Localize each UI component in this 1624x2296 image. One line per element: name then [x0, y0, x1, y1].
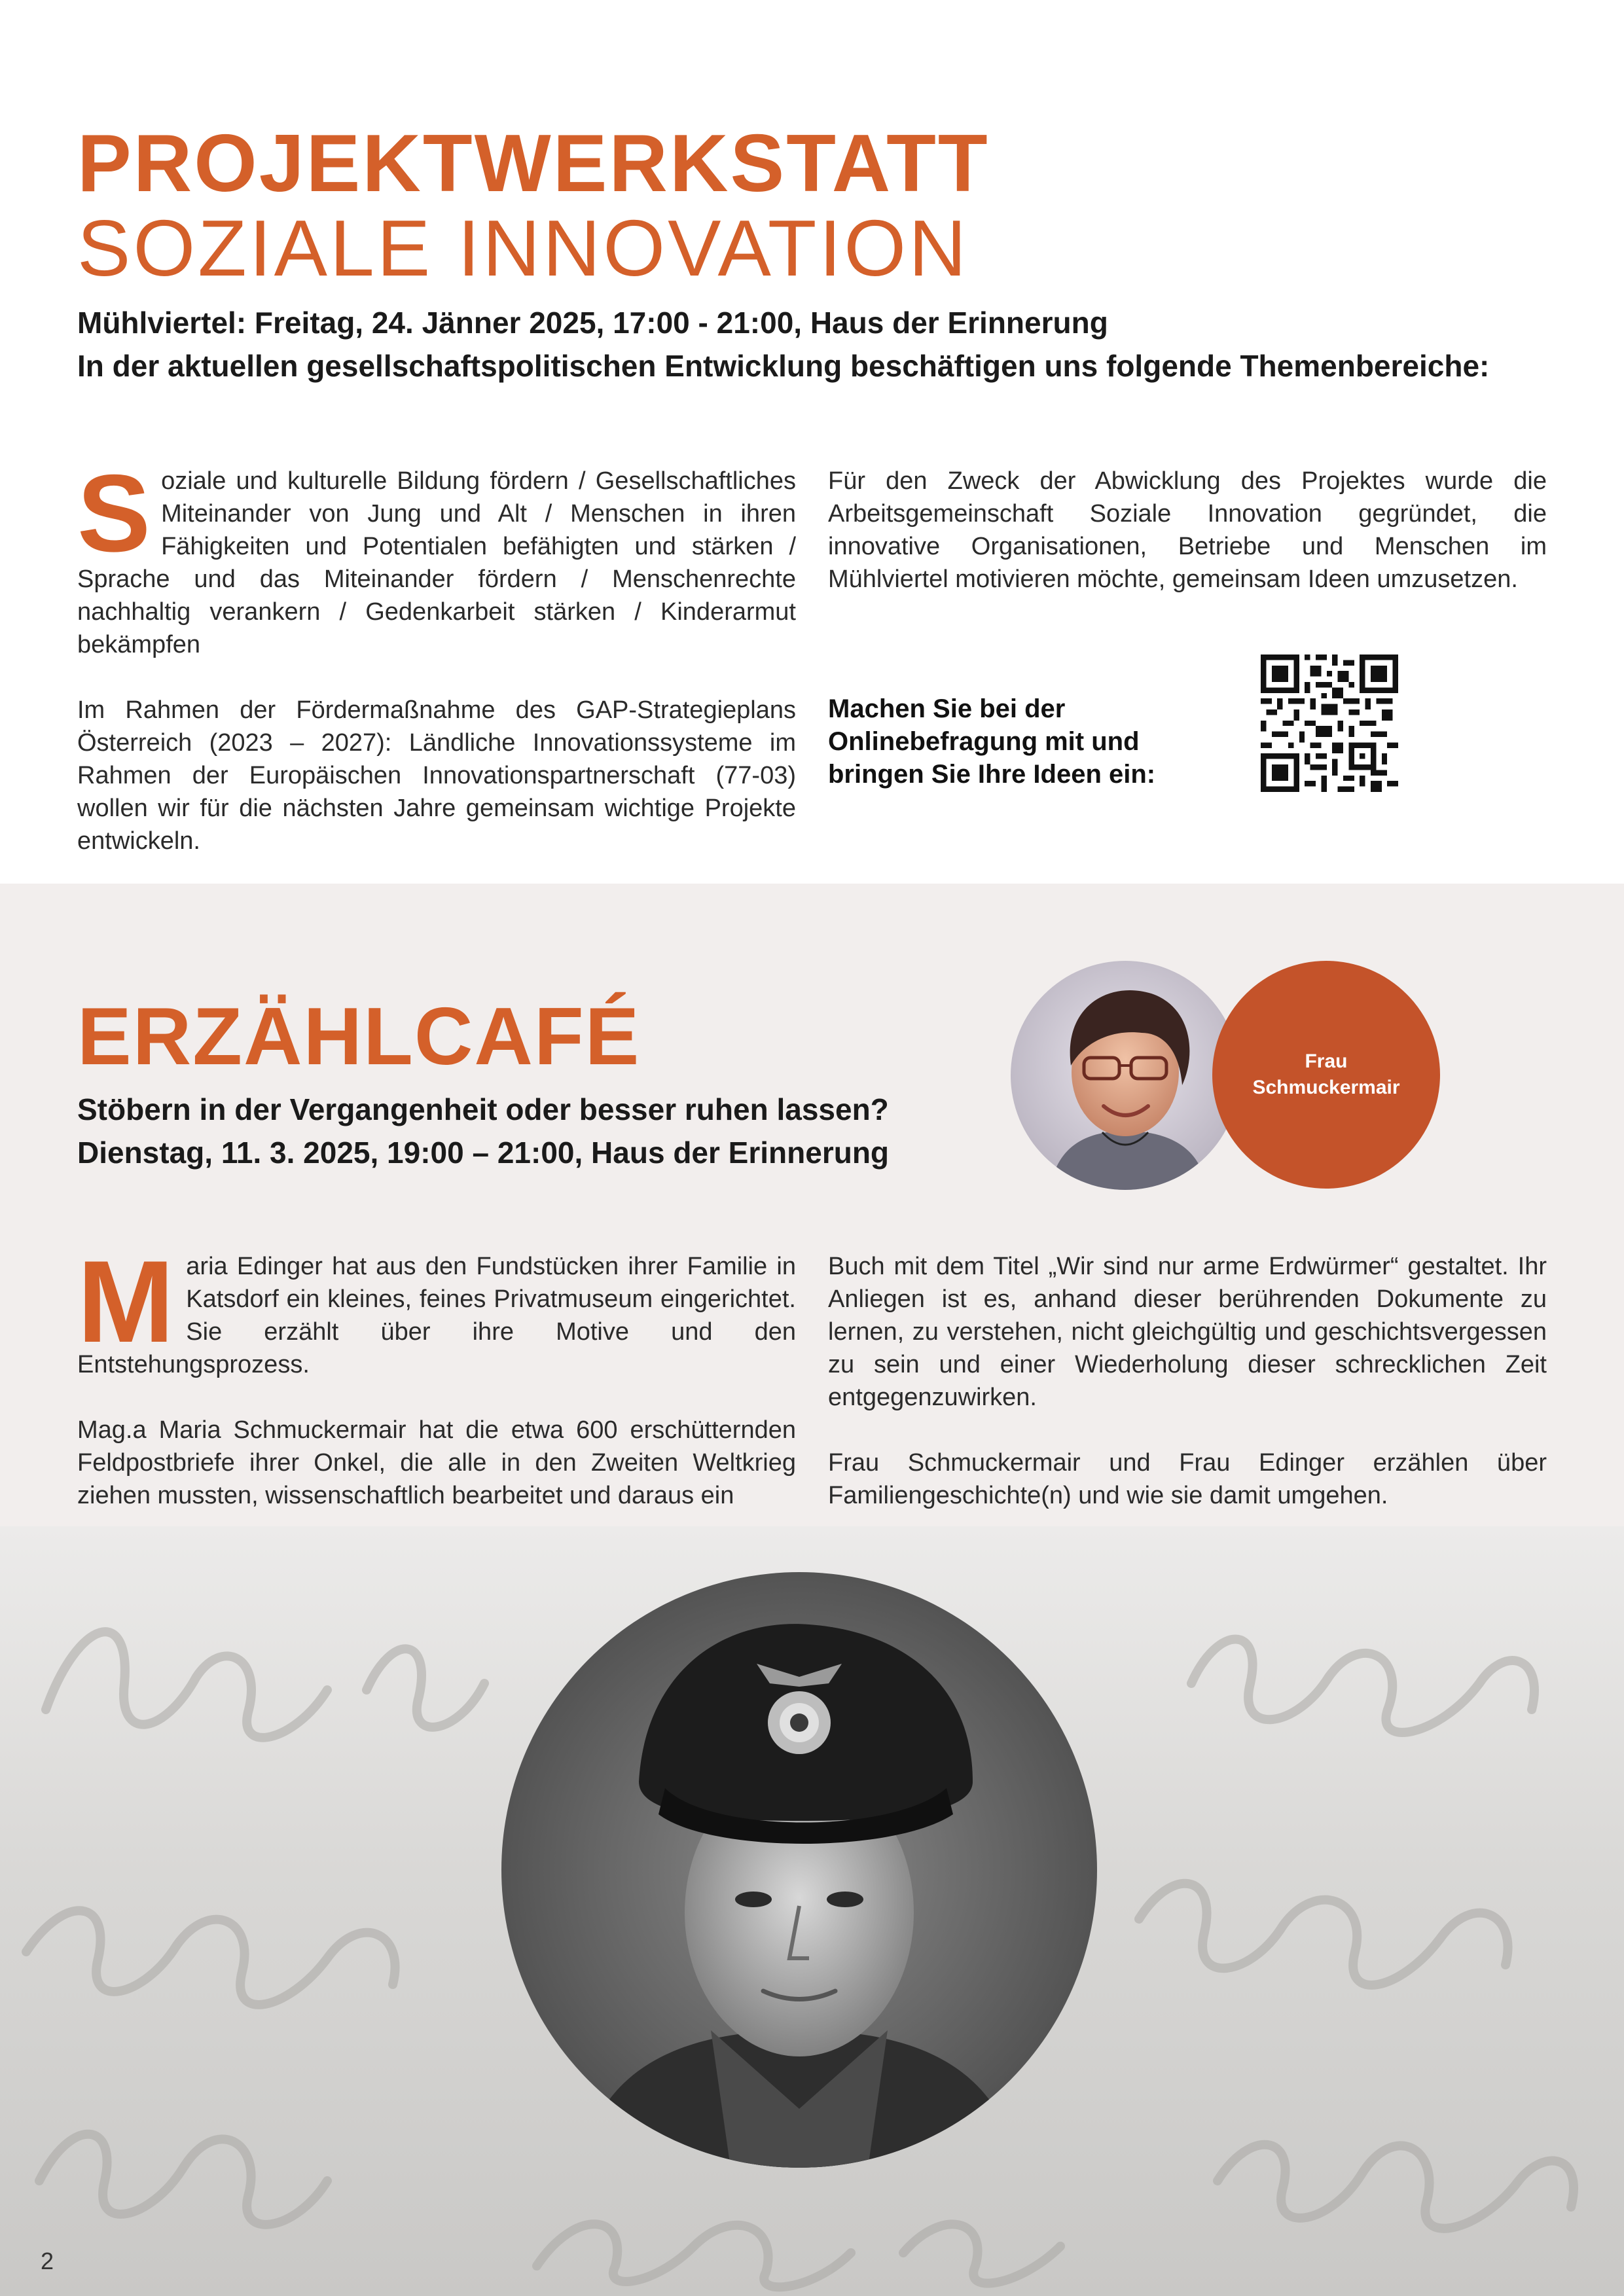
projekt-title: PROJEKTWERKSTATT [77, 118, 990, 209]
speaker-name-badge [1212, 961, 1440, 1189]
dropcap-m: M [77, 1236, 175, 1367]
projekt-arge-paragraph: Für den Zweck der Abwicklung des Projektes wurde die Arbeitsgemeinschaft Soziale Innovation gegründet, die innovative Organisationen, Betriebe und Menschen im Mühlviertel motivieren möchte, gemeinsam Ideen umzusetzen. [828, 467, 1547, 593]
soldier-portrait [501, 1572, 1097, 2168]
cafe-schmuckermair-paragraph: Mag.a Maria Schmuckermair hat die etwa 600 erschütternden Feldpostbriefe ihrer Onkel, die alle in den Zweiten Weltkrieg ziehen mussten, wissenschaftlich bearbeitet und daraus ein [77, 1416, 796, 1509]
projekt-intro-line: In der aktuellen gesellschaftspolitischen Entwicklung beschäftigen uns folgende Themenbereiche: [77, 349, 1490, 383]
speaker-name-line1: Frau [1305, 1050, 1348, 1072]
cafe-column-left [77, 1236, 796, 1512]
projekt-event-line: Mühlviertel: Freitag, 24. Jänner 2025, 17:00 - 21:00, Haus der Erinnerung [77, 306, 1108, 340]
cafe-column-right [828, 1250, 1547, 1512]
qr-code-icon[interactable] [1261, 655, 1398, 792]
cafe-edinger-text: aria Edinger hat aus den Fundstücken ihrer Familie in Katsdorf ein kleines, feines Privatmuseum eingerichtet. Sie erzählt über ihre Motive und den Entstehungsprozess. [77, 1253, 796, 1378]
cafe-book-paragraph: Buch mit dem Titel „Wir sind nur arme Erdwürmer“ gestaltet. Ihr Anliegen ist es, anhand dieser berührenden Dokumente zu lernen, zu verstehen, nicht gleichgültig und geschichtsvergessen zu sein und einer Wiederholung dieser schrecklichen Zeit entgegenzuwirken. [828, 1253, 1547, 1411]
projekt-column-left [77, 452, 796, 857]
cafe-closing-paragraph: Frau Schmuckermair und Frau Edinger erzählen über Familiengeschichte(n) und wie sie damit umgehen. [828, 1449, 1547, 1509]
speaker-name-label [1248, 1049, 1405, 1101]
cafe-title: ERZÄHLCAFÉ [77, 992, 641, 1082]
projekt-column-right [828, 465, 1547, 596]
cafe-event-line: Dienstag, 11. 3. 2025, 19:00 – 21:00, Haus der Erinnerung [77, 1136, 890, 1170]
page-number: 2 [41, 2248, 54, 2274]
projekt-themes-text: oziale und kulturelle Bildung fördern / Gesellschaftliches Miteinander von Jung und Alt / Menschen in ihren Fähigkeiten und Potentialen befähigten und stärken / Sprache und das Miteinander fördern / Menschenrechte nachhaltig verankern / Gedenkarbeit stärken / Kinderarmut bekämpfen [77, 467, 796, 658]
cafe-subtitle: Stöbern in der Vergangenheit oder besser ruhen lassen? [77, 1092, 889, 1126]
projekt-themes-paragraph [77, 452, 796, 661]
dropcap-s: S [77, 452, 151, 575]
speaker-portrait [1011, 961, 1240, 1190]
cafe-edinger-paragraph [77, 1236, 796, 1381]
projekt-gap-paragraph: Im Rahmen der Fördermaßnahme des GAP-Strategieplans Österreich (2023 – 2027): Ländliche Innovationssysteme im Rahmen der Europäischen Innovationspartnerschaft (77-03) wollen wir für die nächsten Jahre gemeinsam wichtige Projekte entwickeln. [77, 696, 796, 855]
speaker-name-line2: Schmuckermair [1252, 1077, 1400, 1098]
survey-call-to-action: Machen Sie bei der Onlinebefragung mit und bringen Sie Ihre Ideen ein: [828, 694, 1156, 789]
projekt-subtitle: SOZIALE INNOVATION [77, 204, 969, 293]
